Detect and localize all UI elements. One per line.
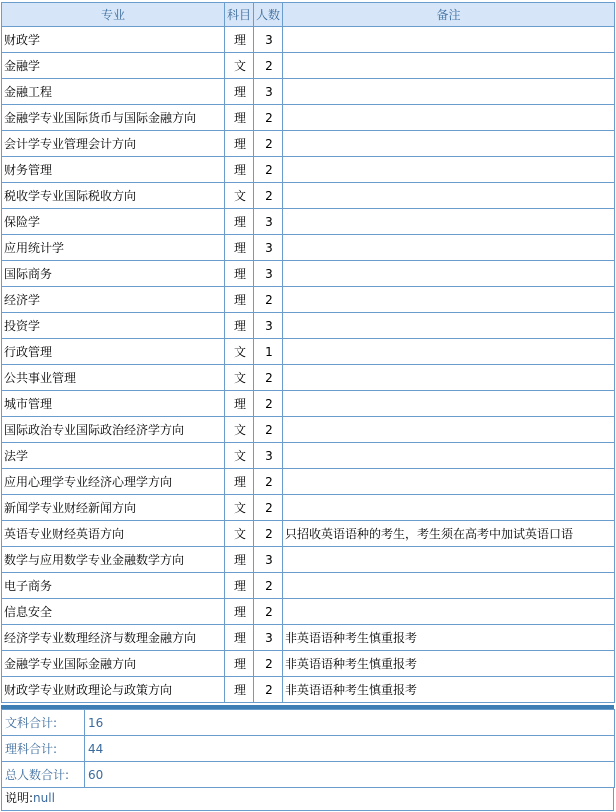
summary-value: 16 (85, 710, 615, 736)
count-cell: 2 (254, 495, 283, 521)
table-row (2, 131, 615, 157)
remark-label: 说明: (5, 791, 34, 805)
table-row (2, 469, 615, 495)
summary-value: 60 (85, 762, 615, 788)
count-cell: 3 (254, 27, 283, 53)
note-cell (283, 573, 615, 599)
table-row (2, 53, 615, 79)
major-cell: 应用心理学专业经济心理学方向 (2, 469, 225, 495)
note-cell (283, 391, 615, 417)
note-cell (283, 287, 615, 313)
count-cell: 2 (254, 599, 283, 625)
subject-cell: 理 (225, 599, 254, 625)
count-cell: 3 (254, 547, 283, 573)
count-cell: 3 (254, 235, 283, 261)
major-cell: 金融学 (2, 53, 225, 79)
table-row (2, 209, 615, 235)
major-cell: 应用统计学 (2, 235, 225, 261)
major-cell: 金融学专业国际金融方向 (2, 651, 225, 677)
major-cell: 国际政治专业国际政治经济学方向 (2, 417, 225, 443)
note-cell (283, 235, 615, 261)
major-cell: 电子商务 (2, 573, 225, 599)
note-cell (283, 53, 615, 79)
note-cell (283, 495, 615, 521)
subject-cell: 理 (225, 677, 254, 703)
subject-cell: 文 (225, 53, 254, 79)
major-cell: 新闻学专业财经新闻方向 (2, 495, 225, 521)
header-note: 备注 (283, 3, 615, 27)
table-row (2, 677, 615, 703)
subject-cell: 文 (225, 521, 254, 547)
subject-cell: 理 (225, 105, 254, 131)
count-cell: 2 (254, 417, 283, 443)
note-cell (283, 209, 615, 235)
count-cell: 2 (254, 521, 283, 547)
major-cell: 信息安全 (2, 599, 225, 625)
note-cell (283, 599, 615, 625)
note-cell: 非英语语种考生慎重报考 (283, 651, 615, 677)
summary-label: 文科合计: (2, 710, 85, 736)
count-cell: 2 (254, 105, 283, 131)
summary-row-arts (2, 710, 615, 736)
subject-cell: 理 (225, 391, 254, 417)
enrollment-table (1, 2, 615, 703)
note-cell (283, 131, 615, 157)
subject-cell: 理 (225, 651, 254, 677)
note-cell (283, 27, 615, 53)
note-cell (283, 339, 615, 365)
table-row (2, 417, 615, 443)
count-cell: 1 (254, 339, 283, 365)
table-body (2, 27, 615, 703)
table-row (2, 443, 615, 469)
note-cell (283, 105, 615, 131)
count-cell: 3 (254, 443, 283, 469)
subject-cell: 理 (225, 547, 254, 573)
table-row (2, 79, 615, 105)
remark-value: null (33, 791, 55, 805)
count-cell: 2 (254, 53, 283, 79)
table-row (2, 287, 615, 313)
major-cell: 会计学专业管理会计方向 (2, 131, 225, 157)
subject-cell: 理 (225, 79, 254, 105)
summary-label: 理科合计: (2, 736, 85, 762)
major-cell: 国际商务 (2, 261, 225, 287)
major-cell: 公共事业管理 (2, 365, 225, 391)
subject-cell: 理 (225, 209, 254, 235)
subject-cell: 理 (225, 313, 254, 339)
major-cell: 保险学 (2, 209, 225, 235)
note-cell: 非英语语种考生慎重报考 (283, 677, 615, 703)
header-count: 人数 (254, 3, 283, 27)
count-cell: 3 (254, 625, 283, 651)
note-cell (283, 547, 615, 573)
major-cell: 数学与应用数学专业金融数学方向 (2, 547, 225, 573)
major-cell: 投资学 (2, 313, 225, 339)
major-cell: 经济学 (2, 287, 225, 313)
table-row (2, 547, 615, 573)
table-row (2, 183, 615, 209)
major-cell: 财务管理 (2, 157, 225, 183)
table-row (2, 313, 615, 339)
count-cell: 2 (254, 677, 283, 703)
subject-cell: 文 (225, 339, 254, 365)
note-cell (283, 183, 615, 209)
count-cell: 2 (254, 157, 283, 183)
count-cell: 2 (254, 651, 283, 677)
table-row (2, 157, 615, 183)
major-cell: 财政学 (2, 27, 225, 53)
table-row (2, 391, 615, 417)
table-row (2, 495, 615, 521)
major-cell: 行政管理 (2, 339, 225, 365)
count-cell: 2 (254, 183, 283, 209)
subject-cell: 理 (225, 131, 254, 157)
subject-cell: 理 (225, 469, 254, 495)
count-cell: 3 (254, 261, 283, 287)
subject-cell: 文 (225, 365, 254, 391)
summary-value: 44 (85, 736, 615, 762)
subject-cell: 理 (225, 235, 254, 261)
count-cell: 3 (254, 79, 283, 105)
table-row (2, 261, 615, 287)
summary-row-science (2, 736, 615, 762)
subject-cell: 文 (225, 183, 254, 209)
count-cell: 2 (254, 391, 283, 417)
header-major: 专业 (2, 3, 225, 27)
table-row (2, 599, 615, 625)
note-cell (283, 79, 615, 105)
count-cell: 2 (254, 573, 283, 599)
note-cell: 只招收英语语种的考生，考生须在高考中加试英语口语 (283, 521, 615, 547)
subject-cell: 文 (225, 495, 254, 521)
table-header-row (2, 3, 615, 27)
note-cell (283, 469, 615, 495)
subject-cell: 文 (225, 417, 254, 443)
note-cell (283, 365, 615, 391)
subject-cell: 理 (225, 287, 254, 313)
table-row (2, 651, 615, 677)
table-row (2, 27, 615, 53)
note-cell (283, 313, 615, 339)
summary-label: 总人数合计: (2, 762, 85, 788)
count-cell: 2 (254, 469, 283, 495)
count-cell: 2 (254, 287, 283, 313)
note-cell (283, 417, 615, 443)
major-cell: 法学 (2, 443, 225, 469)
count-cell: 2 (254, 131, 283, 157)
subject-cell: 文 (225, 443, 254, 469)
major-cell: 税收学专业国际税收方向 (2, 183, 225, 209)
header-subject: 科目 (225, 3, 254, 27)
subject-cell: 理 (225, 27, 254, 53)
note-cell (283, 157, 615, 183)
major-cell: 英语专业财经英语方向 (2, 521, 225, 547)
count-cell: 3 (254, 313, 283, 339)
table-row (2, 625, 615, 651)
remark-line (1, 787, 614, 811)
major-cell: 经济学专业数理经济与数理金融方向 (2, 625, 225, 651)
table-row (2, 235, 615, 261)
summary-row-total (2, 762, 615, 788)
count-cell: 2 (254, 365, 283, 391)
table-row (2, 573, 615, 599)
count-cell: 3 (254, 209, 283, 235)
summary-table (1, 709, 615, 788)
table-row (2, 521, 615, 547)
major-cell: 城市管理 (2, 391, 225, 417)
table-row (2, 105, 615, 131)
table-row (2, 365, 615, 391)
note-cell: 非英语语种考生慎重报考 (283, 625, 615, 651)
subject-cell: 理 (225, 261, 254, 287)
note-cell (283, 443, 615, 469)
major-cell: 金融学专业国际货币与国际金融方向 (2, 105, 225, 131)
note-cell (283, 261, 615, 287)
subject-cell: 理 (225, 157, 254, 183)
subject-cell: 理 (225, 573, 254, 599)
table-row (2, 339, 615, 365)
major-cell: 金融工程 (2, 79, 225, 105)
subject-cell: 理 (225, 625, 254, 651)
major-cell: 财政学专业财政理论与政策方向 (2, 677, 225, 703)
